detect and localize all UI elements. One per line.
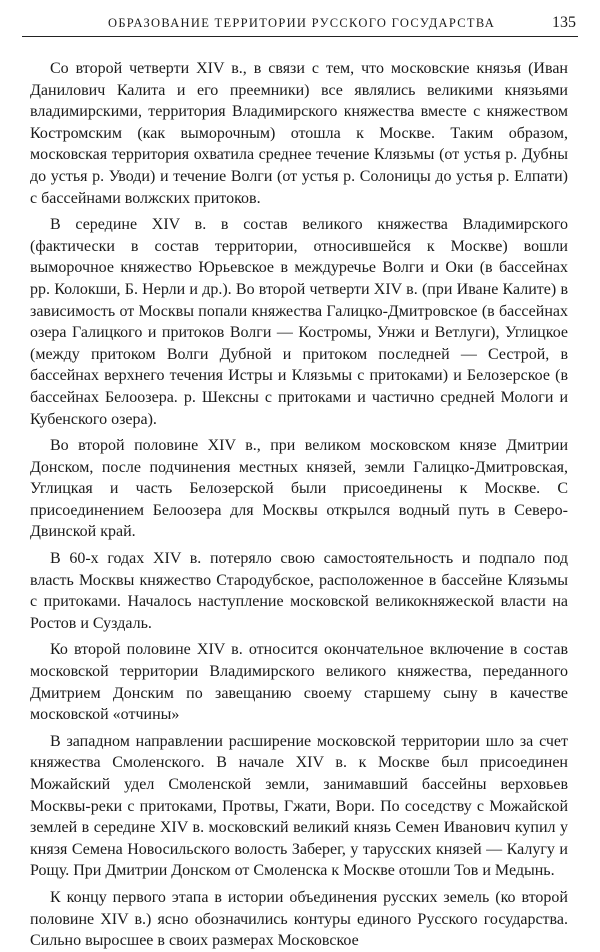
running-header [22,14,578,37]
paragraph-1: Со второй четверти XIV в., в связи с тем, что московские князья (Иван Данилович Калита и его преемники) все являлись великими князьями владимирскими, территория Владимирского княжества вместе с княжеством Костромским (как выморочным) отошла к Москве. Таким образом, московская территория охватила среднее течение Клязьмы (от устья р. Дубны до устья р. Уводи) и течение Волги (от устья р. Солоницы до устья р. Елпати) с бассейнами волжских притоков. [30,60,568,207]
paragraph-7: К концу первого этапа в истории объединения русских земель (ко второй половине XIV в.) ясно обозначились контуры единого Русского государства. Сильно выросшее в своих размерах Московское [30,888,568,950]
paragraph-3: Во второй половине XIV в., при великом московском князе Дмитрии Донском, после подчинения местных князей, земли Галицко-Дмитровская, Углицкая и часть Белозерской были присоединены к Москве. С присоединением Белоозера для Москвы открылся водный путь в Северо-Двинской край. [30,437,568,541]
paragraph-2: В середине XIV в. в состав великого княжества Владимирского (фактически в состав территории, относившейся к Москве) вошли выморочное княжество Юрьевское в междуречье Волги и Оки (в бассейнах рр. Колокши, Б. Нерли и др.). Во второй четверти XIV в. (при Иване Калите) в зависимость от Москвы попали княжества Галицко-Дмитровское (в бассейнах озера Галицкого и притоков Волги — Костромы, Унжи и Ветлуги), Углицкое (между притоком Волги Дубной и притоком последней — Сестрой, в бассейнах верхнего течения Истры и Клязьмы с притоками) и Белозерское (в бассейнах Белоозера. р. Шексны с притоками и частично средней Мологи и Кубенского озера). [30,216,568,428]
running-title: ОБРАЗОВАНИЕ ТЕРРИТОРИИ РУССКОГО ГОСУДАРСТВА [108,16,496,30]
paragraph-6: В западном направлении расширение московской территории шло за счет княжества Смоленского. В начале XIV в. к Москве был присоединен Можайский удел Смоленской земли, занимавший бассейны верховьев Москвы-реки с притоками, Протвы, Гжати, Вори. По соседству с Можайской землей в середине XIV в. московский великий князь Семен Иванович купил у князя Семена Новосильского волость Заберег, у тарусских князей — Калугу и Рощу. При Дмитрии Донском от Смоленска к Москве отошли Тов и Медынь. [30,732,568,880]
paragraph-4: В 60-х годах XIV в. потеряло свою самостоятельность и подпало под власть Москвы княжество Стародубское, расположенное в бассейне Клязьмы с притоками. Началось наступление московской великокняжеской власти на Ростов и Суздаль. [30,550,568,632]
page-number: 135 [552,14,576,31]
paragraph-5: Ко второй половине XIV в. относится окончательное включение в состав московской территории Владимирского великого княжества, переданного Дмитрием Донским по завещанию своему старшему сыну в качестве московской «отчины» [30,641,568,724]
body-text [30,58,568,952]
